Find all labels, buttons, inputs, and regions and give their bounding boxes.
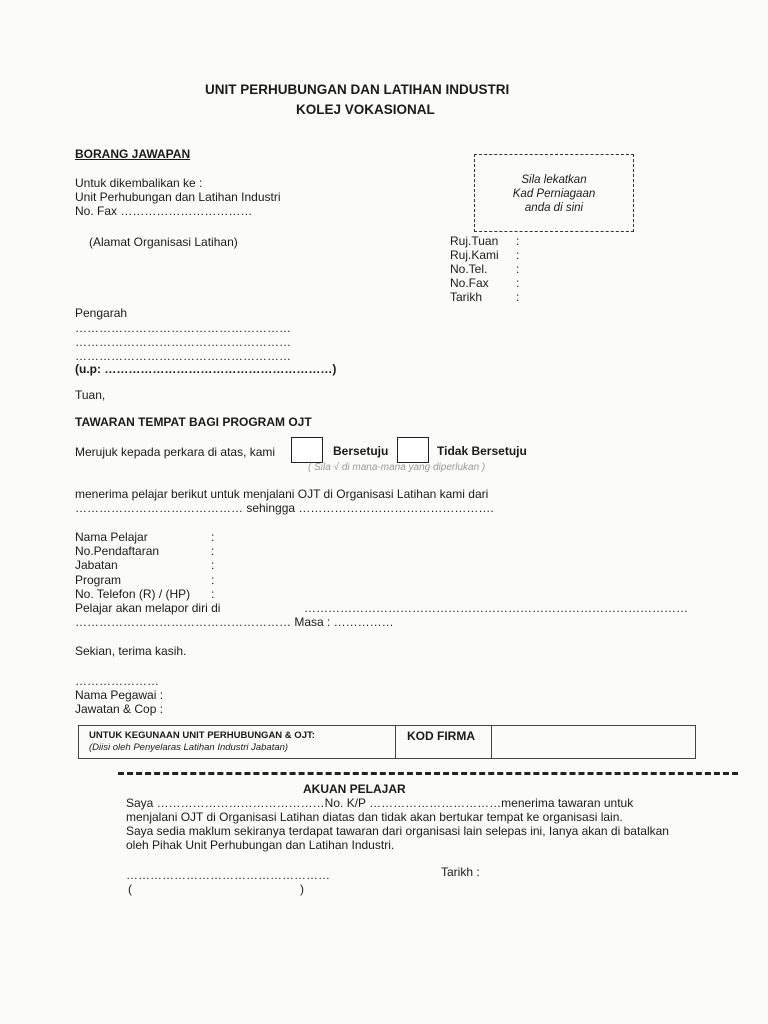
ref-label-tarikh: Tarikh [450,290,483,304]
attention-line[interactable]: (u.p: …………………………………………………) [75,362,337,376]
signature-line[interactable]: ………………… [75,674,159,688]
field-label-nama-pelajar: Nama Pelajar [75,530,148,544]
office-use-box [78,725,696,759]
ref-label-ruj-kami: Ruj.Kami [450,248,499,262]
declaration-line-3: Saya sedia maklum sekiranya terdapat tawaran dari organisasi lain selepas ini, Ianya akan di batalkan [126,824,669,838]
addressee-label: Pengarah [75,306,128,320]
stamp-line-2: Kad Perniagaan [512,188,596,200]
ref-label-no-tel: No.Tel. [450,262,488,276]
accept-text-line1: menerima pelajar berikut untuk menjalani OJT di Organisasi Latihan kami dari [75,487,489,501]
addressee-line[interactable]: ……………………………………………… [75,335,291,349]
report-label: Pelajar akan melapor diri di [75,601,221,615]
field-colon[interactable]: : [211,530,215,544]
officer-name-label: Nama Pegawai : [75,688,164,702]
form-heading: BORANG JAWAPAN [75,147,191,161]
agreement-lead: Merujuk kepada perkara di atas, kami [75,445,276,459]
stamp-line-3: anda di sini [524,202,584,214]
student-signature-line[interactable]: …………………………………………… [126,868,330,882]
field-label-telefon: No. Telefon (R) / (HP) [75,587,191,601]
return-to-unit: Unit Perhubungan dan Latihan Industri [75,190,281,204]
subject-heading: TAWARAN TEMPAT BAGI PROGRAM OJT [75,415,312,429]
document-title: UNIT PERHUBUNGAN DAN LATIHAN INDUSTRI [205,82,510,97]
office-use-label: UNTUK KEGUNAAN UNIT PERHUBUNGAN & OJT: [89,730,315,741]
ref-colon[interactable]: : [516,234,520,248]
agree-checkbox[interactable] [291,437,323,463]
addressee-line[interactable]: ……………………………………………… [75,321,291,335]
ref-label-no-fax: No.Fax [450,276,489,290]
ref-colon[interactable]: : [516,276,520,290]
field-label-program: Program [75,573,122,587]
declaration-line-1[interactable]: Saya ……………………………………No. K/P ……………………………menerima tawaran untuk [126,796,634,810]
declaration-heading: AKUAN PELAJAR [303,782,406,796]
report-location-line[interactable]: …………………………………………………………………………………… [304,601,688,615]
return-to-label: Untuk dikembalikan ke : [75,176,203,190]
ref-colon[interactable]: : [516,290,520,304]
declaration-line-4: oleh Pihak Unit Perhubungan dan Latihan Industri. [126,838,395,852]
officer-position-label: Jawatan & Cop : [75,702,164,716]
disagree-checkbox[interactable] [397,437,429,463]
addressee-line[interactable]: ……………………………………………… [75,349,291,363]
disagree-label: Tidak Bersetuju [437,444,527,458]
student-name-bracket-close: ) [300,882,304,896]
office-use-divider [395,726,396,758]
ref-label-ruj-tuan: Ruj.Tuan [450,234,499,248]
field-colon[interactable]: : [211,544,215,558]
accept-period-line[interactable]: …………………………………… sehingga …………………………………………. [75,501,494,515]
agree-label: Bersetuju [333,444,389,458]
company-code-field[interactable] [492,726,695,758]
document-subtitle: KOLEJ VOKASIONAL [296,102,435,117]
field-colon[interactable]: : [211,558,215,572]
field-label-jabatan: Jabatan [75,558,118,572]
ref-colon[interactable]: : [516,248,520,262]
office-use-note: (Diisi oleh Penyelaras Latihan Industri Jabatan) [89,742,289,753]
report-date-time-line[interactable]: ……………………………………………… Masa : …………… [75,615,394,629]
separator-dashed-line [118,772,738,775]
ref-colon[interactable]: : [516,262,520,276]
student-name-bracket-open: ( [128,882,132,896]
closing-text: Sekian, terima kasih. [75,644,187,658]
business-card-box [474,154,634,232]
field-label-no-pendaftaran: No.Pendaftaran [75,544,160,558]
field-colon[interactable]: : [211,587,215,601]
company-code-label: KOD FIRMA [407,729,475,743]
salutation: Tuan, [75,388,106,402]
checkbox-hint: ( Sila √ di mana-mana yang diperlukan ) [308,462,486,473]
return-to-fax[interactable]: No. Fax …………………………… [75,204,253,218]
declaration-line-2: menjalani OJT di Organisasi Latihan diatas dan tidak akan bertukar tempat ke organisasi lain. [126,810,623,824]
stamp-line-1: Sila lekatkan [521,174,587,186]
field-colon[interactable]: : [211,573,215,587]
declaration-date-label: Tarikh : [441,865,480,879]
org-address-label: (Alamat Organisasi Latihan) [89,235,238,249]
